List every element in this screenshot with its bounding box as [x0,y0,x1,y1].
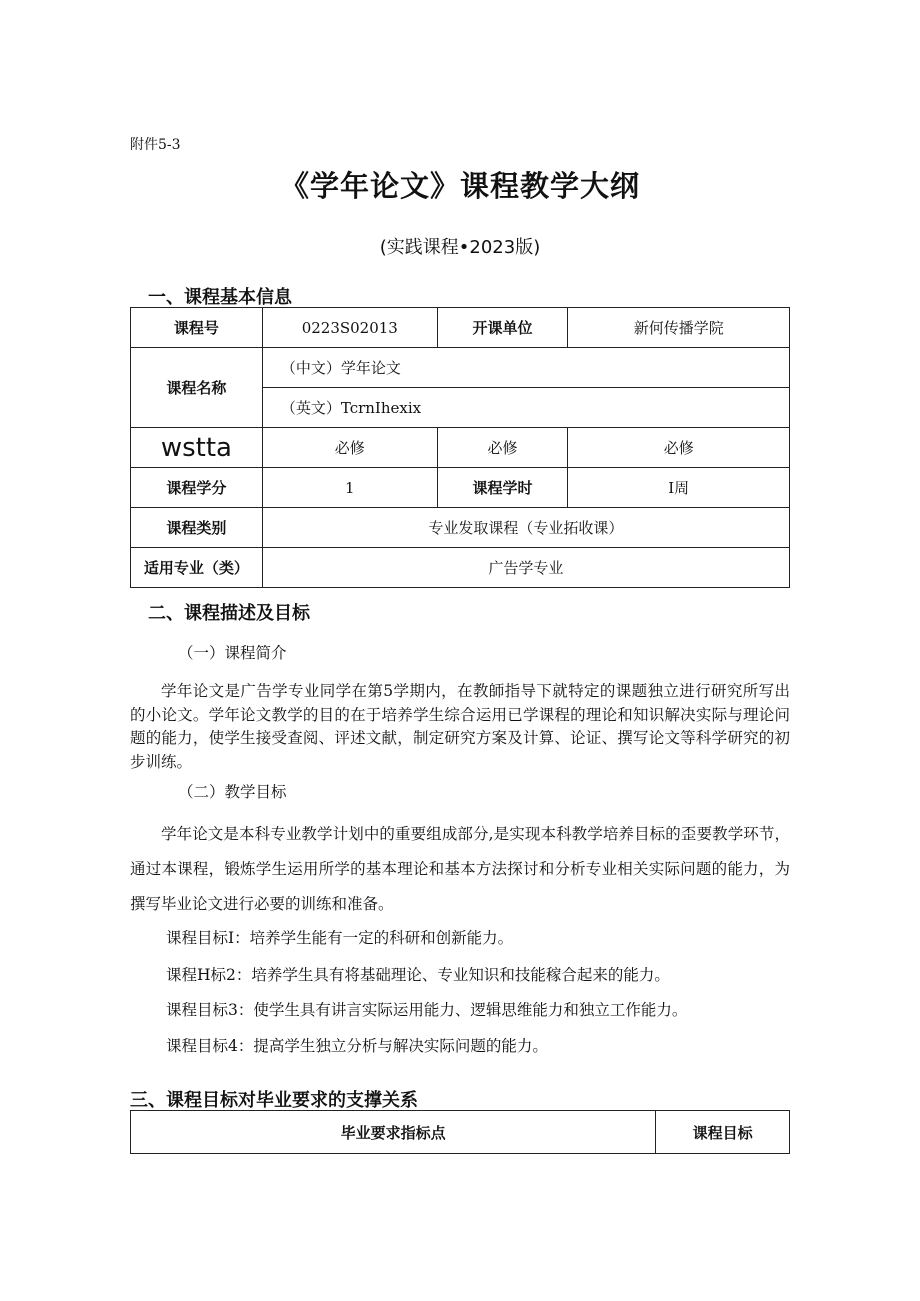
hours-value: I周 [568,468,790,508]
course-info-table [130,307,790,588]
intro-paragraph: 学年论文是广告学专业同学在第5学期内，在教師指导下就特定的课题独立进行研究所写出的小论文。学年论文教学的目的在于培养学生综合运用已学课程的理论和知识解决实际与理论问题的能力，使学生接受查阅、评述文献，制定研究方案及计算、论证、撰写论文等科学研究的初步训练。 [130,682,790,771]
course-type-value-3: 必修 [568,428,790,468]
department-value: 新何传播学院 [568,308,790,348]
course-name-cn: （中文）学年论文 [262,348,789,388]
category-value: 专业发取课程（专业拓收课） [262,508,789,548]
section3-heading: 三、课程目标对毕业要求的支撑关系 [130,1090,418,1111]
table-row [131,308,790,348]
course-type-label: wstta [131,428,263,468]
table-row [131,1111,790,1154]
course-code-label: 课程号 [131,308,263,348]
course-type-value-2: 必修 [437,428,568,468]
department-label: 开课单位 [437,308,568,348]
document-title: 《学年论文》课程教学大纲 [279,169,640,203]
table-row [131,468,790,508]
course-code-value: 0223S02013 [262,308,437,348]
table-row [131,428,790,468]
course-type-value-1: 必修 [262,428,437,468]
goals-paragraph: 学年论文是本科专业教学计划中的重要组成部分,是实现本科教学培养目标的歪要教学环节，通过本课程，锻炼学生运用所学的基本理论和基本方法探讨和分析专业相关实际问题的能力，为撰写毕业论文进行必要的训练和准备。 [130,825,790,913]
course-name-label: 课程名称 [131,348,263,428]
course-name-en: （英文）TcrnIhexix [262,388,789,428]
major-value: 广告学专业 [262,548,789,588]
document-subtitle: (实践课程•2023版) [379,237,541,258]
grad-requirement-header: 毕业要求指标点 [131,1111,656,1154]
goal-2: 课程H标2：培养学生具有将基础理论、专业知识和技能稼合起来的能力。 [166,966,670,984]
course-goal-header: 课程目标 [656,1111,790,1154]
intro-subheading: （一）课程简介 [178,644,287,662]
goals-subheading: （二）教学目标 [178,783,287,801]
section2-heading: 二、课程描述及目标 [148,603,310,624]
category-label: 课程类别 [131,508,263,548]
goal-3: 课程目标3：使学生具有讲言实际运用能力、逻辑思维能力和独立工作能力。 [166,1001,688,1019]
credit-value: 1 [262,468,437,508]
hours-label: 课程学时 [437,468,568,508]
table-row [131,508,790,548]
attachment-label: 附件5-3 [130,137,181,153]
support-relation-table [130,1110,790,1154]
table-row [131,548,790,588]
table-row [131,348,790,388]
major-label: 适用专业（类） [131,548,263,588]
goal-1: 课程目标I：培养学生能有一定的科研和创新能力。 [166,929,514,947]
section1-heading: 一、课程基本信息 [148,287,292,308]
goal-4: 课程目标4：提高学生独立分析与解决实际问题的能力。 [166,1037,548,1055]
credit-label: 课程学分 [131,468,263,508]
